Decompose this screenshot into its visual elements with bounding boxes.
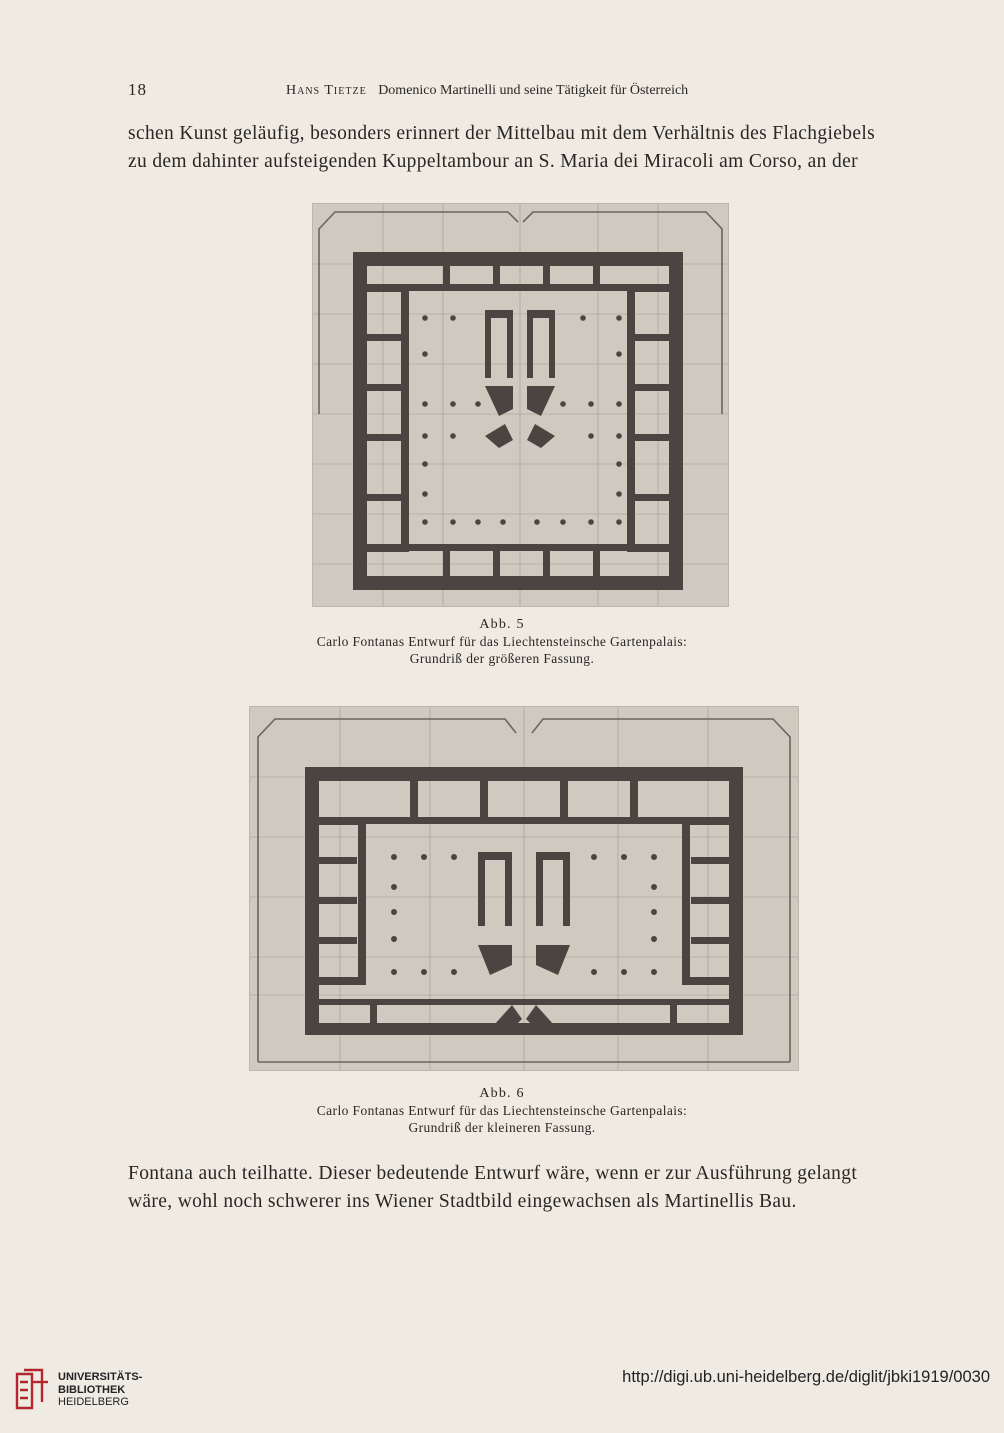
caption-line: Carlo Fontanas Entwurf für das Liechtensteinsche Gartenpalais: — [316, 1103, 688, 1118]
caption-line: Carlo Fontanas Entwurf für das Liechtensteinsche Gartenpalais: — [316, 634, 688, 649]
body-text-line: schen Kunst geläufig, besonders erinnert der Mittelbau mit dem Verhältnis des Flachgiebels — [128, 123, 876, 144]
body-text-line: zu dem dahinter aufsteigenden Kuppeltambour an S. Maria dei Miracoli am Corso, an der — [128, 151, 858, 172]
body-text-line: wäre, wohl noch schwerer ins Wiener Stadtbild eingewachsen als Martinellis Bau. — [128, 1191, 797, 1212]
figure-abb5-caption — [0, 616, 1004, 667]
figure-abb5-image — [312, 203, 729, 607]
source-url-link[interactable]: http://digi.ub.uni-heidelberg.de/diglit/jbki1919/0030 — [622, 1368, 990, 1386]
figure-abb6-caption — [0, 1085, 1004, 1136]
library-logo[interactable] — [12, 1368, 142, 1412]
caption-line: Grundriß der größeren Fassung. — [409, 651, 595, 666]
figure-label: Abb. 5 — [479, 617, 525, 632]
running-head-title: Domenico Martinelli und seine Tätigkeit für Österreich — [378, 83, 689, 98]
library-name: UNIVERSITÄTS- BIBLIOTHEK HEIDELBERG — [58, 1371, 143, 1409]
running-head-author: Hans Tietze — [286, 83, 367, 98]
library-emblem-icon — [12, 1368, 52, 1412]
body-text-line: Fontana auch teilhatte. Dieser bedeutende Entwurf wäre, wenn er zur Ausführung gelangt — [128, 1163, 858, 1184]
page-number: 18 — [128, 80, 147, 99]
running-head — [286, 83, 688, 99]
figure-abb6-image — [249, 706, 799, 1071]
figure-label: Abb. 6 — [479, 1086, 525, 1101]
caption-line: Grundriß der kleineren Fassung. — [408, 1120, 596, 1135]
